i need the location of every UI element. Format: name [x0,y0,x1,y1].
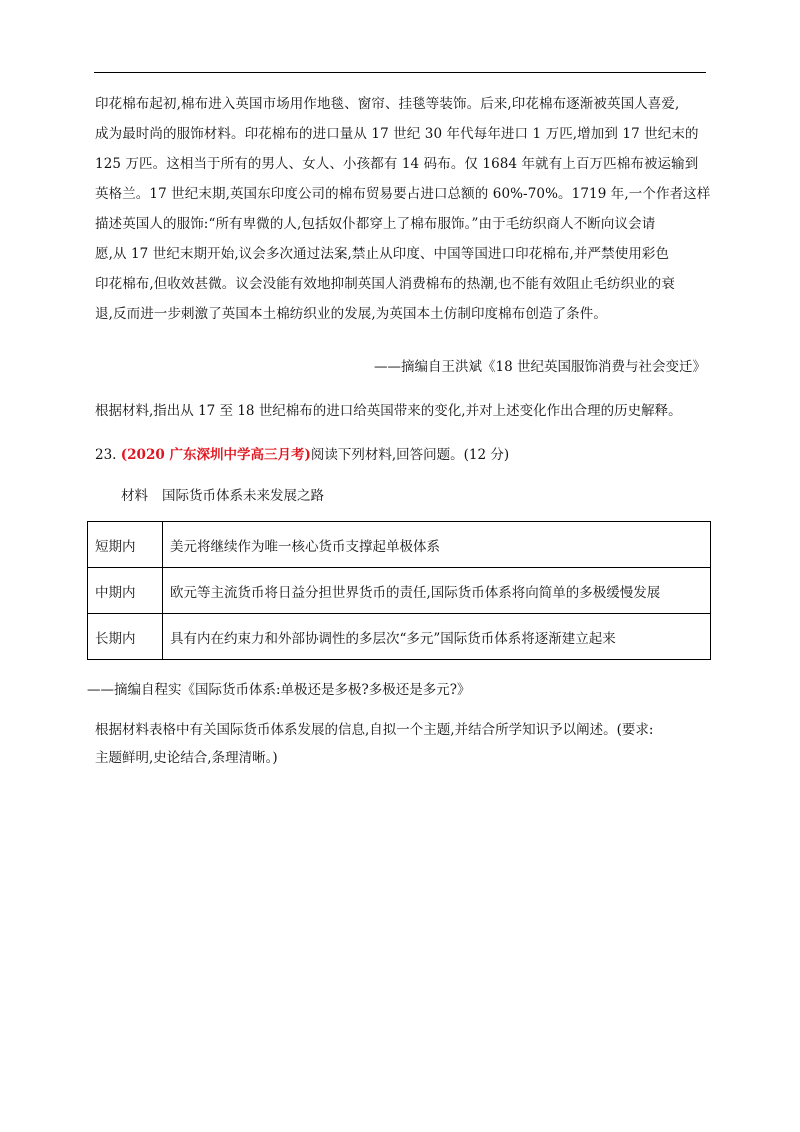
currency-system-table [87,521,711,660]
passage-text [95,89,711,329]
question-number: 23. [95,447,117,463]
content-cell: 欧元等主流货币将日益分担世界货币的责任,国际货币体系将向简单的多极缓慢发展 [163,568,711,614]
question-23-prompt [95,716,715,772]
passage-line: 英格兰。17 世纪末期,英国东印度公司的棉布贸易要占进口总额的 60%-70%。1719 年,一个作者这样 [95,186,711,202]
material-label: 材料 [121,488,148,504]
passage-line: 描述英国人的服饰:“所有卑微的人,包括奴仆都穿上了棉布服饰。”由于毛纺织商人不断向议会请 [95,216,656,232]
question-23-header [95,440,509,470]
passage-line: 125 万匹。这相当于所有的男人、女人、小孩都有 14 码布。仅 1684 年就有上百万匹棉布被运输到 [95,156,699,172]
question-22-prompt: 根据材料,指出从 17 至 18 世纪棉布的进口给英国带来的变化,并对上述变化作出合理的历史解释。 [95,403,682,419]
table-citation: ——摘编自程实《国际货币体系:单极还是多极?多极还是多元?》 [87,682,471,698]
question-instruction: 阅读下列材料,回答问题。(12 分) [310,447,510,463]
passage-line: 印花棉布,但收效甚微。议会没能有效地抑制英国人消费棉布的热潮,也不能有效阻止毛纺织业的衰 [95,276,675,292]
prompt-line: 根据材料表格中有关国际货币体系发展的信息,自拟一个主题,并结合所学知识予以阐述。(要求: [95,722,654,738]
table-row [88,522,711,568]
period-cell: 短期内 [88,522,163,568]
content-cell: 具有内在约束力和外部协调性的多层次“多元”国际货币体系将逐渐建立起来 [163,614,711,660]
passage-line: 愿,从 17 世纪末期开始,议会多次通过法案,禁止从印度、中国等国进口印花棉布,并严禁使用彩色 [95,246,670,262]
passage-citation: ——摘编自王洪斌《18 世纪英国服饰消费与社会变迁》 [374,359,706,375]
table-row [88,614,711,660]
passage-line: 印花棉布起初,棉布进入英国市场用作地毯、窗帘、挂毯等装饰。后来,印花棉布逐渐被英国人喜爱, [95,96,680,112]
question-source: (2020 广东深圳中学高三月考) [120,447,311,463]
passage-line: 成为最时尚的服饰材料。印花棉布的进口量从 17 世纪 30 年代每年进口 1 万匹,增加到 17 世纪末的 [95,126,699,142]
material-heading [121,481,324,511]
period-cell: 中期内 [88,568,163,614]
period-cell: 长期内 [88,614,163,660]
prompt-line: 主题鲜明,史论结合,条理清晰。) [95,750,278,766]
table-row [88,568,711,614]
passage-line: 退,反而进一步刺激了英国本土棉纺织业的发展,为英国本土仿制印度棉布创造了条件。 [95,306,607,322]
content-cell: 美元将继续作为唯一核心货币支撑起单极体系 [163,522,711,568]
material-title: 国际货币体系未来发展之路 [162,488,324,504]
header-rule [94,72,706,73]
